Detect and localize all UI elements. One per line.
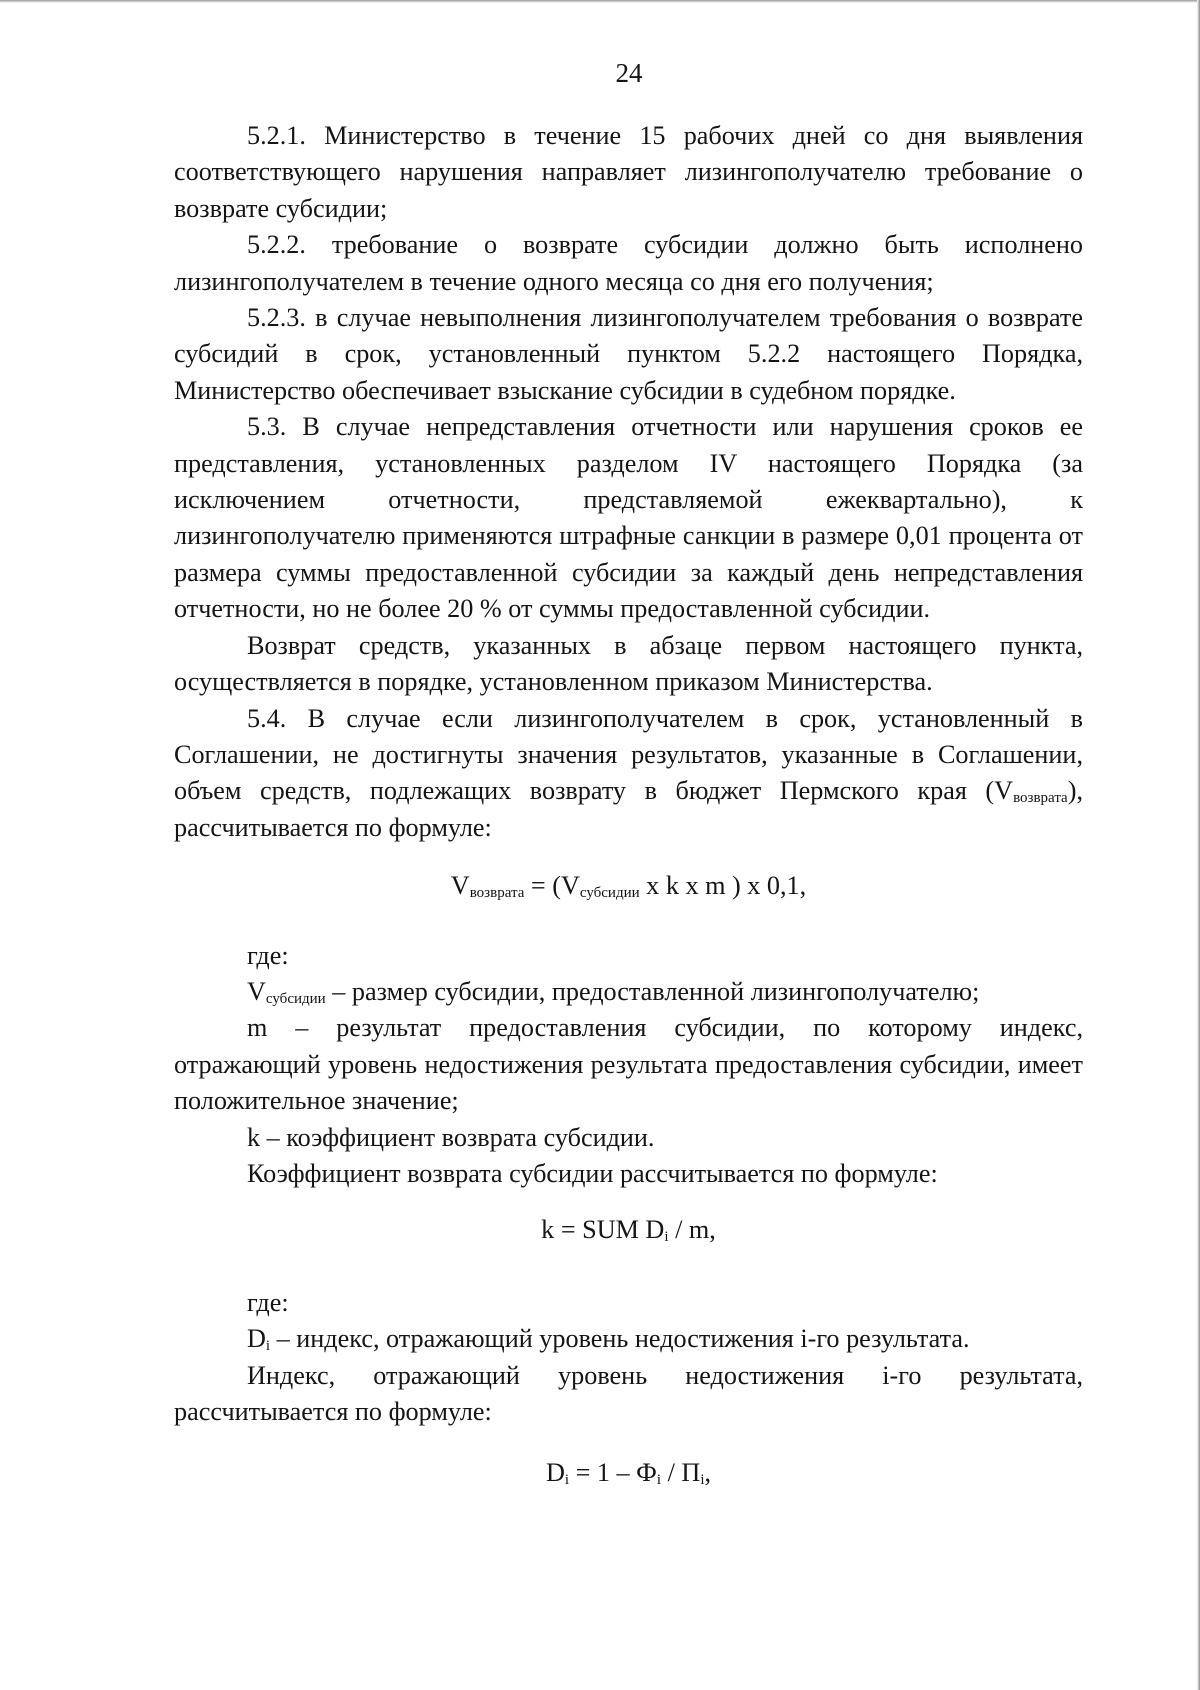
formula-part: , (704, 1458, 712, 1488)
formula-subscript: i (564, 1472, 570, 1489)
clause-number: 5.2.1. (247, 121, 306, 150)
index-intro: Индекс, отражающий уровень недостижения i-го результата, рассчитывается по формуле: (174, 1360, 1083, 1426)
where-label: где: (247, 940, 289, 970)
formula-var: V (450, 871, 470, 901)
clause-text: требование о возврате субсидии должно быть исполнено лизингополучателем в течение одного месяца со дня его получения; (174, 230, 1084, 296)
formula-subscript: i (700, 1472, 705, 1489)
clause-number: 5.3. (247, 412, 287, 442)
paragraph-5-2-2 (174, 227, 1083, 300)
definition-subscript: субсидии (265, 990, 326, 1007)
page-number: 24 (615, 58, 643, 88)
paragraph-5-4 (174, 701, 1083, 847)
clause-text: В случае если лизингополучателем в срок, установленный в Соглашении, не достигнуты значения результатов, указанные в Соглашении, объем средств, подлежащих возврату в бюджет Пермского края (V (174, 703, 1083, 806)
paragraph-5-3-return: Возврат средств, указанных в абзаце первом настоящего пункта, осуществляется в порядке, установленном приказом Министерства. (174, 630, 1083, 697)
definition-d (174, 1321, 1083, 1357)
formula-part: D (545, 1458, 565, 1488)
definition-v-subsidy (174, 974, 1083, 1010)
definition-var: V (247, 976, 266, 1006)
where-label: где: (247, 1287, 289, 1317)
paragraph-5-3 (174, 409, 1083, 627)
definition-text: – размер субсидии, предоставленной лизингополучателю; (325, 976, 980, 1006)
definition-text: – индекс, отражающий уровень недостижения i-го результата. (270, 1324, 970, 1354)
formula-part: / П (661, 1458, 701, 1488)
coefficient-intro: Коэффициент возврата субсидии рассчитывается по формуле: (247, 1158, 938, 1188)
document-body (174, 118, 1083, 1492)
paragraph-5-2-3 (174, 300, 1083, 409)
clause-number: 5.2.2. (247, 230, 306, 260)
clause-text-tail: ), рассчитывается по формуле: (174, 776, 1083, 842)
formula-d (174, 1455, 1083, 1491)
definition-k: k – коэффициент возврата субсидии. (247, 1122, 655, 1152)
formula-k (174, 1212, 1083, 1248)
clause-number: 5.4. (247, 703, 287, 733)
formula-part: = 1 – Ф (569, 1458, 657, 1488)
formula-subscript: возврата (469, 885, 525, 902)
paragraph-5-2-1 (174, 118, 1083, 227)
clause-text: в случае невыполнения лизингополучателем требования о возврате субсидий в срок, установленный пунктом 5.2.2 настоящего Порядка, Министерство обеспечивает взыскание субсидии в судебном порядке. (174, 303, 1084, 405)
formula-v-return (174, 868, 1083, 904)
definition-m: m – результат предоставления субсидии, по которому индекс, отражающий уровень недостижения результата предоставления субсидии, имеет положительное значение; (174, 1013, 1083, 1116)
formula-subscript: i (664, 1229, 669, 1246)
subscript: возврата (1013, 790, 1068, 807)
formula-part: х k х m ) х 0,1, (639, 871, 807, 901)
formula-part: = (V (524, 871, 580, 901)
formula-part: / m, (668, 1215, 716, 1245)
clause-text: Министерство в течение 15 рабочих дней со дня выявления соответствующего нарушения направляет лизингополучателю требование о возврате субсидии; (174, 121, 1084, 223)
clause-number: 5.2.3. (247, 303, 306, 333)
formula-subscript: i (656, 1472, 662, 1489)
clause-text: В случае непредставления отчетности или нарушения сроков ее представления, установленных разделом IV настоящего Порядка (за исключением отчетности, представляемой ежеквартально), к лизингополучателю применяются штрафные санкции в размере 0,01 процента от размера суммы предоставленной субсидии за каждый день непредставления отчетности, но не более 20 % от суммы предоставленной субсидии. (174, 412, 1084, 624)
scan-edge-top (0, 0, 1200, 3)
formula-part: k = SUM D (541, 1215, 665, 1245)
formula-subscript: субсидии (579, 885, 640, 902)
definition-var: D (247, 1324, 266, 1354)
definition-subscript: i (265, 1338, 271, 1355)
